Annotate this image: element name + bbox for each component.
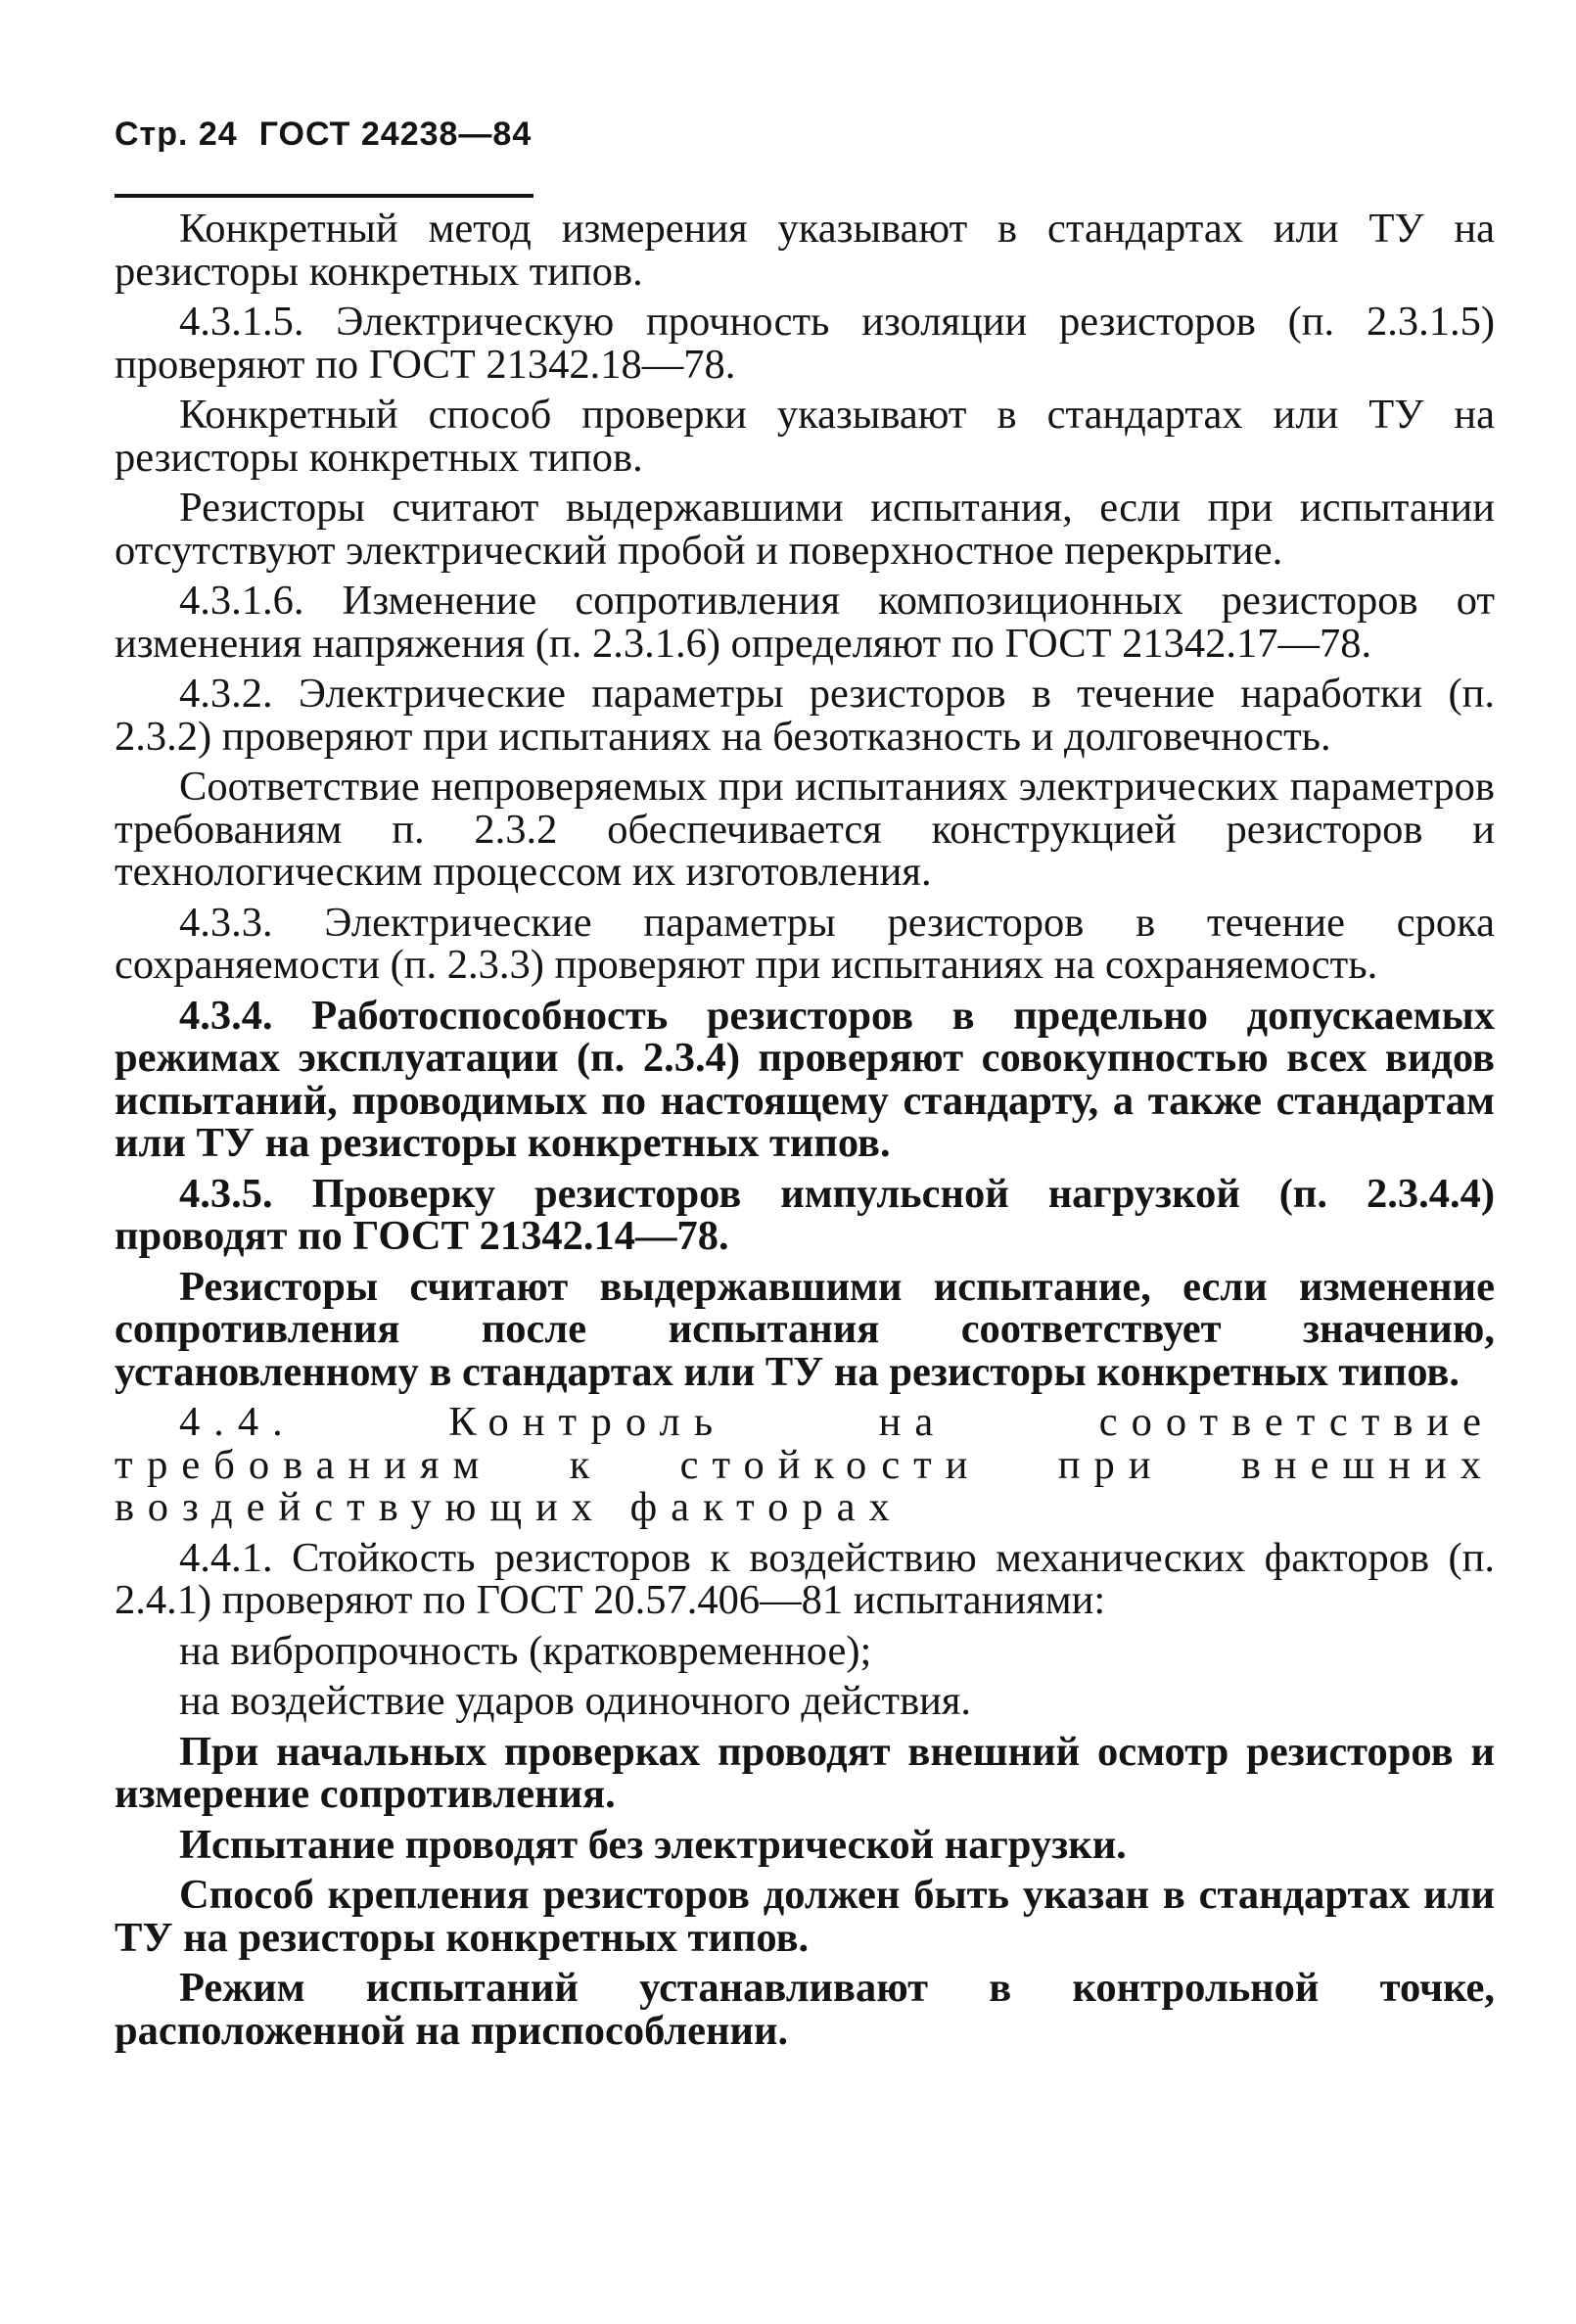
page-number: Стр. 24 [115,116,238,153]
paragraph: Режим испытаний устанавливают в контрольной точке, расположенной на приспособлении. [115,1965,1495,2054]
paragraph-4-3-4: 4.3.4. Работоспособность резисторов в предельно допускаемых режимах эксплуатации (п. 2.3.4) проверяют совокупностью всех видов испытаний, проводимых по настоящему стандарту, а также стандартам или ТУ на резисторы конкретных типов. [115,992,1495,1166]
standard-designation: ГОСТ 24238—84 [258,116,533,153]
section-heading-4-4: 4.4. Контроль на соответствие требованиям к стойкости при внешних воздействующих факторах [115,1399,1495,1530]
header-rule [115,194,533,198]
paragraph-4-3-2: 4.3.2. Электрические параметры резисторов в течение наработки (п. 2.3.2) проверяют при испытаниях на безотказность и долговечность. [115,671,1495,760]
paragraph-4-3-1-6: 4.3.1.6. Изменение сопротивления композиционных резисторов от изменения напряжения (п. 2.3.1.6) определяют по ГОСТ 21342.17—78. [115,578,1495,667]
paragraph-4-3-3: 4.3.3. Электрические параметры резисторов в течение срока сохраняемости (п. 2.3.3) проверяют при испытаниях на сохраняемость. [115,899,1495,988]
paragraph: Соответствие непроверяемых при испытаниях электрических параметров требованиям п. 2.3.2 обеспечивается конструкцией резисторов и технологическим процессом их изготовления. [115,764,1495,895]
paragraph: Способ крепления резисторов должен быть указан в стандартах или ТУ на резисторы конкретных типов. [115,1872,1495,1961]
paragraph-4-4-1: 4.4.1. Стойкость резисторов к воздействию механических факторов (п. 2.4.1) проверяют по ГОСТ 20.57.406—81 испытаниями: [115,1534,1495,1623]
list-item: на вибропрочность (кратковременное); [179,1627,872,1674]
paragraph: Конкретный метод измерения указывают в стандартах или ТУ на резисторы конкретных типов. [115,206,1495,295]
paragraph: Резисторы считают выдержавшими испытание, если изменение сопротивления после испытания соответствует значению, установленному в стандартах или ТУ на резисторы конкретных типов. [115,1263,1495,1395]
paragraph: Конкретный способ проверки указывают в стандартах или ТУ на резисторы конкретных типов. [115,392,1495,481]
document-body [115,208,1495,2060]
paragraph: Резисторы считают выдержавшими испытания, если при испытании отсутствуют электрический пробой и поверхностное перекрытие. [115,485,1495,574]
list-item: на воздействие ударов одиночного действия. [179,1678,972,1724]
paragraph: При начальных проверках проводят внешний осмотр резисторов и измерение сопротивления. [115,1728,1495,1817]
paragraph-4-3-1-5: 4.3.1.5. Электрическую прочность изоляции резисторов (п. 2.3.1.5) проверяют по ГОСТ 21342.18—78. [115,299,1495,388]
paragraph: Испытание проводят без электрической нагрузки. [179,1821,1127,1868]
paragraph-4-3-5: 4.3.5. Проверку резисторов импульсной нагрузкой (п. 2.3.4.4) проводят по ГОСТ 21342.14—78. [115,1170,1495,1259]
page-header [115,116,532,154]
